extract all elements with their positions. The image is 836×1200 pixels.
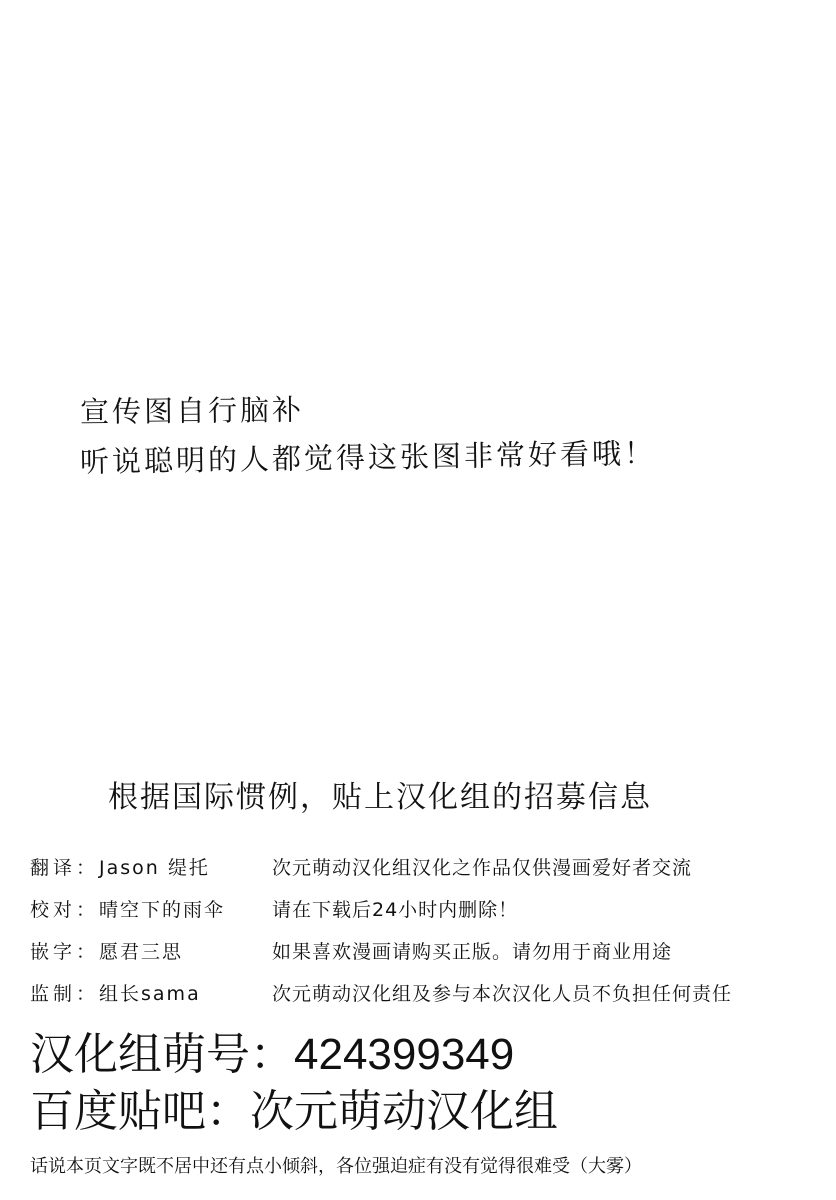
notice-line-2: 请在下载后24小时内删除！: [272, 899, 519, 921]
group-number-label: 汉化组萌号：: [30, 1030, 294, 1079]
credit-value: 晴空下的雨伞: [99, 899, 226, 921]
credit-value: 愿君三思: [99, 941, 184, 963]
credit-label: 监制：: [30, 983, 100, 1005]
notice-line-3: 如果喜欢漫画请购买正版。请勿用于商业用途: [272, 941, 673, 963]
intro-line-1: 宣传图自行脑补: [79, 392, 305, 429]
baidu-tieba-value: 次元萌动汉化组: [250, 1087, 558, 1136]
intro-line-2: 听说聪明的人都觉得这张图非常好看哦！: [79, 435, 657, 479]
recruit-heading: 根据国际惯例，贴上汉化组的招募信息: [108, 780, 652, 815]
credit-supervisor: [30, 979, 201, 1006]
credit-value: Jason 缇托: [99, 857, 210, 879]
credit-label: 嵌字：: [30, 941, 100, 963]
credit-label: 校对：: [30, 899, 100, 921]
credit-proofreader: [30, 895, 225, 922]
group-number: [30, 1018, 514, 1082]
credit-typesetter: [30, 937, 183, 964]
notice-line-1: 次元萌动汉化组汉化之作品仅供漫画爱好者交流: [272, 857, 693, 879]
baidu-tieba: [30, 1075, 558, 1139]
footnote: 话说本页文字既不居中还有点小倾斜，各位强迫症有没有觉得很难受（大雾）: [30, 1156, 642, 1177]
credit-value: 组长sama: [99, 983, 201, 1005]
baidu-tieba-label: 百度贴吧：: [30, 1087, 250, 1136]
notice-line-4: 次元萌动汉化组及参与本次汉化人员不负担任何责任: [272, 983, 733, 1005]
group-number-value: 424399349: [294, 1030, 515, 1079]
credit-label: 翻译：: [30, 857, 100, 879]
credit-translator: [30, 853, 210, 880]
